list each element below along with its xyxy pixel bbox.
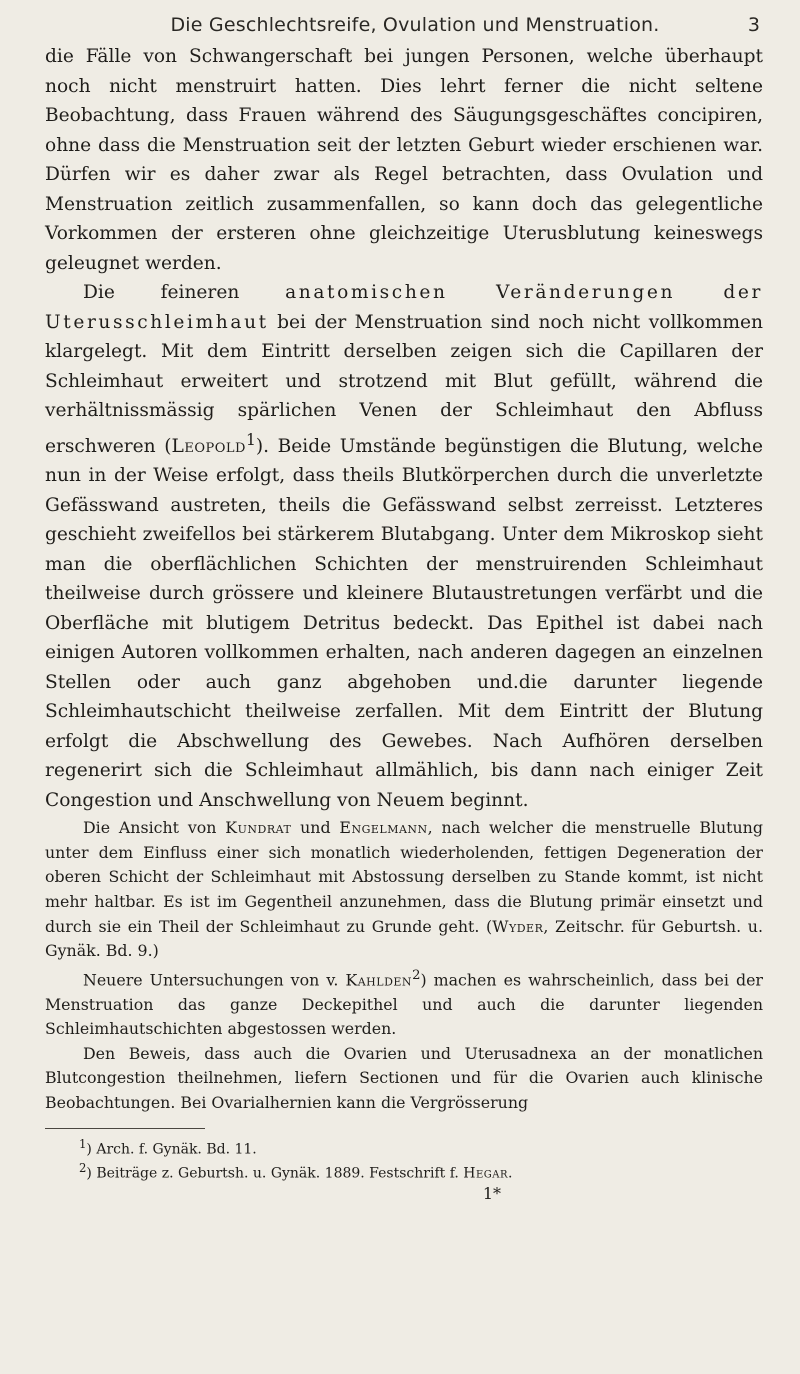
paragraph-2-text-b: ). Beide Umstände begünstigen die Blutung, welche nun in der Weise erfolgt, dass theils Blutkörperchen durch die unverletzte Gefässwand austreten, theils die Gefässwand selbst zerreisst. Letzteres geschieht zweifellos bei stärkerem Blutabgang. Unter dem Mikroskop sieht man die oberflächlichen Schichten der menstruirenden Schleimhaut theilweise durch grössere und kleinere Blutaustretungen verfärbt und die Oberfläche mit blutigem Detritus bedeckt. Das Epithel ist dabei nach einigen Autoren vollkommen erhalten, nach anderen dagegen an einzelnen Stellen oder auch ganz abgehoben und.die darunter liegende Schleimhautschicht theilweise zerfallen. Mit dem Eintritt der Blutung erfolgt die Abschwellung des Gewebes. Nach Aufhören derselben regenerirt sich die Schleimhaut allmählich, bis dann nach einiger Zeit Congestion und Anschwellung von Neuem beginnt. <box>45 435 763 811</box>
author-engelmann: Engelmann <box>339 818 428 838</box>
running-title: Die Geschlechtsreife, Ovulation und Menstruation. <box>170 14 660 36</box>
footnote-rule <box>45 1128 205 1129</box>
page-number: 3 <box>747 14 760 36</box>
footnote-2-end: . <box>508 1165 513 1182</box>
paragraph-1: die Fälle von Schwangerschaft bei jungen Personen, welche überhaupt noch nicht menstruirt hatten. Dies lehrt ferner die nicht seltene Beobachtung, dass Frauen während des Säugungsgeschäftes concipiren, ohne dass die Menstruation seit der letzten Geburt wieder erschienen war. Dürfen wir es daher zwar als Regel betrachten, dass Ovulation und Menstruation zeitlich zusammenfallen, so kann doch das gelegentliche Vorkommen der ersteren ohne gleichzeitige Uterusblutung keineswegs geleugnet werden. <box>45 46 763 274</box>
author-kahlden: Kahlden <box>345 970 413 990</box>
paragraph-2-text-a: bei der Menstruation sind noch nicht vollkommen klargelegt. Mit dem Eintritt derselben zeigen sich die Capillaren der Schleimhaut erweitert und strotzend mit Blut gefüllt, während die verhältnissmässig spärlichen Venen der Schleimhaut den Abfluss erschweren ( <box>45 311 763 457</box>
spaced-emphasis: anatomischen Veränderungen der Uterusschleimhaut <box>45 282 764 333</box>
footnote-1-text: Arch. f. Gynäk. Bd. 11. <box>96 1141 257 1158</box>
author-kundrat: Kundrat <box>225 818 292 838</box>
small-paragraph-3: Den Beweis, dass auch die Ovarien und Uterusadnexa an der monatlichen Blutcongestion theilnehmen, liefern Sectionen und für die Ovarien auch klinische Beobachtungen. Bei Ovarialhernien kann die Vergrösserung <box>45 1043 763 1112</box>
running-header <box>100 14 760 40</box>
author-leopold: Leopold <box>171 435 246 457</box>
small-paragraph-1-lead: Die Ansicht von <box>83 818 226 838</box>
small-print-section <box>45 816 763 1115</box>
footnote-1-mark: 1 <box>79 1136 87 1151</box>
page-body <box>45 42 763 1204</box>
small-paragraph-2-text: ) machen es wahrscheinlich, dass bei der Menstruation das ganze Deckepithel und auch die darunter liegenden Schleimhautschichten abgestossen werden. <box>45 970 763 1039</box>
author-wyder: Wyder <box>492 916 544 936</box>
footnote-1: $^1$) Arch. f. Gynäk. Bd. 11. <box>79 1136 257 1158</box>
small-paragraph-1 <box>45 816 763 964</box>
signature-mark: 1* <box>482 1183 501 1203</box>
small-paragraph-1-text: , nach welcher die menstruelle Blutung unter dem Einfluss einer sich monatlich wiederholenden, fettigen Degeneration der oberen Schicht der Schleimhaut mit Abstossung derselben zu Stande kommt, ist nicht mehr haltbar. Es ist im Gegentheil anzunehmen, dass die Blutung primär einsetzt und durch sie ein Theil der Schleimhaut zu Grunde geht. ( <box>45 818 763 936</box>
footnote-2-text: Beiträge z. Geburtsh. u. Gynäk. 1889. Festschrift f. <box>96 1165 464 1182</box>
footnote-2: $^2$) Beiträge z. Geburtsh. u. Gynäk. 1889. Festschrift f. Hegar. <box>79 1161 513 1182</box>
paragraph-2 <box>45 278 763 815</box>
footnote-2-mark: 2 <box>79 1161 87 1176</box>
small-paragraph-1-citation: , Zeitschr. für Geburtsh. u. Gynäk. Bd. 9.) <box>45 916 763 961</box>
main-text <box>45 42 763 815</box>
small-paragraph-2-lead: Neuere Untersuchungen von v. <box>83 970 346 990</box>
author-hegar: Hegar <box>463 1165 509 1182</box>
footnote-ref-1: 1 <box>245 430 256 449</box>
small-paragraph-1-and: und <box>291 818 340 838</box>
paragraph-2-lead: Die feineren <box>83 282 286 303</box>
footnote-ref-2: 2 <box>412 967 421 983</box>
small-paragraph-2 <box>45 964 763 1042</box>
